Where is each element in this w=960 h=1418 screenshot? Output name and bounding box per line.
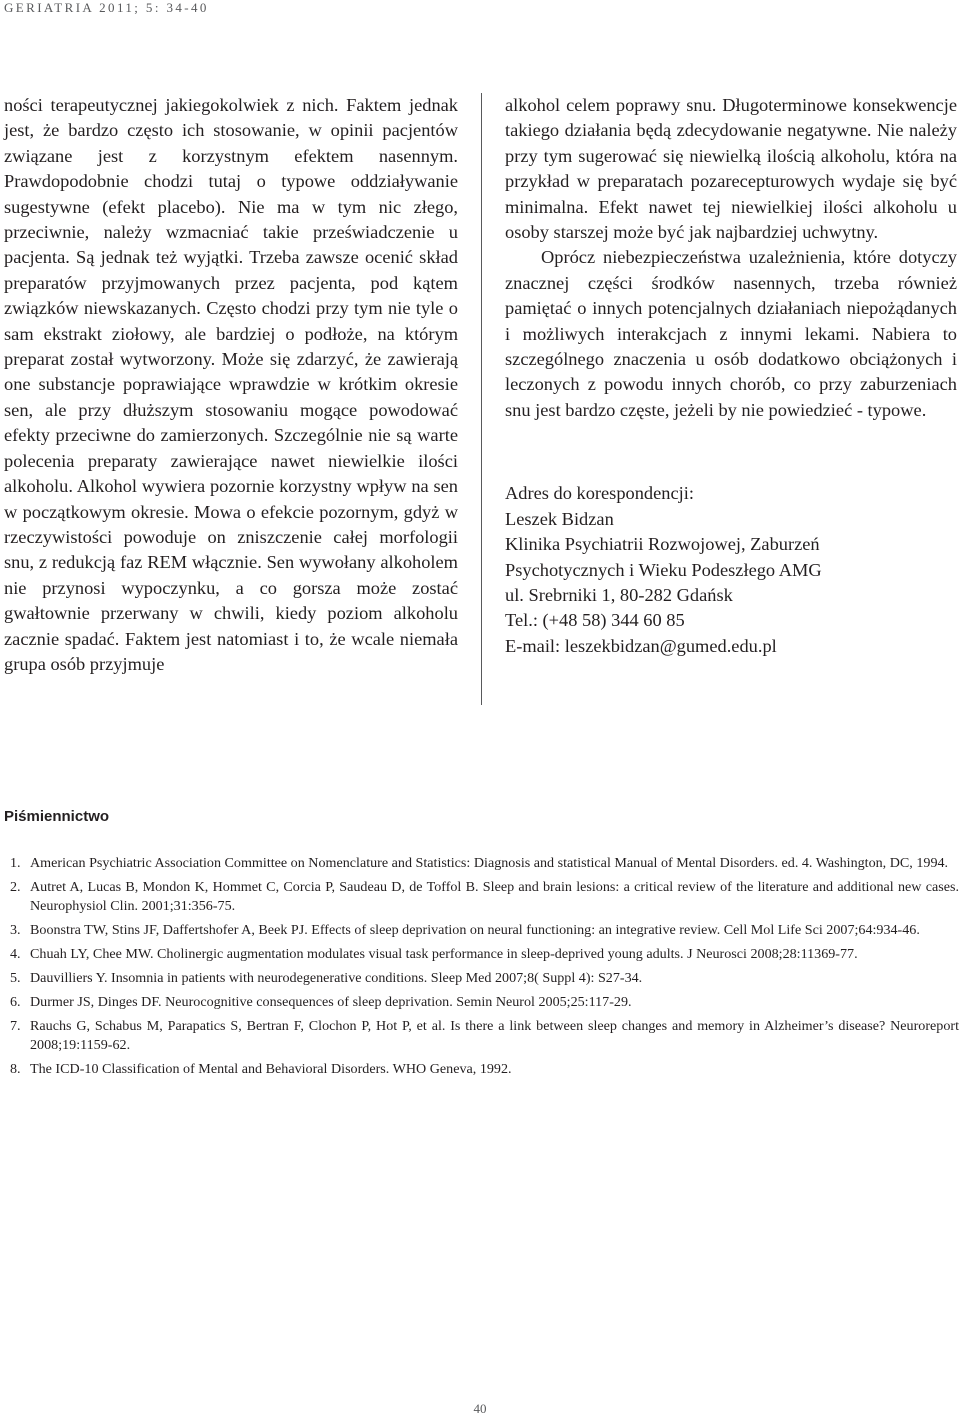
correspondence-heading: Adres do korespondencji: bbox=[505, 483, 694, 504]
reference-text: Dauvilliers Y. Insomnia in patients with neurodegenerative conditions. Sleep Med 2007;8( Suppl 4): S27-34. bbox=[30, 970, 643, 987]
reference-item bbox=[4, 1060, 959, 1079]
reference-number: 7. bbox=[10, 1017, 21, 1034]
reference-item bbox=[4, 969, 959, 988]
column-divider bbox=[481, 93, 482, 705]
running-head: GERIATRIA 2011; 5: 34-40 bbox=[4, 0, 209, 15]
reference-text: Rauchs G, Schabus M, Parapatics S, Bertran F, Clochon P, Hot P, et al. Is there a link between sleep changes and memory in Alzheimer’s disease? Neuroreport 2008;19:1159-62. bbox=[30, 1017, 959, 1054]
reference-number: 6. bbox=[10, 993, 21, 1010]
reference-text: Boonstra TW, Stins JF, Daffertshofer A, Beek PJ. Effects of sleep deprivation on neural functioning: an integrative review. Cell Mol Life Sci 2007;64:934-46. bbox=[30, 922, 920, 939]
left-column bbox=[4, 93, 458, 677]
reference-number: 1. bbox=[10, 855, 21, 871]
reference-number: 2. bbox=[10, 878, 21, 895]
body-paragraph: ności terapeutycznej jakiegokolwiek z nich. Faktem jednak jest, że bardzo często ich stosowanie, w opinii pacjentów związane jest z korzystnym efektem nasennym. Prawdopodobnie chodzi tutaj o typowe oddziaływanie sugestywne (efekt placebo). Nie ma w tym nic złego, przeciwnie, należy wzmacniać takie przeświadczenie u pacjenta. Są jednak też wyjątki. Trzeba zawsze ocenić skład preparatów przyjmowanych przez pacjenta, pod kątem związków niewskazanych. Często chodzi przy tym nie tyle o sam ekstrakt ziołowy, ale bardziej o podłoże, na którym preparat został wytworzony. Może się zdarzyć, że zawierają one substancje poprawiające wprawdzie w krótkim okresie sen, ale przy dłuższym stosowaniu mogące powodować efekty przeciwne do zamierzonych. Szczególnie nie są warte polecenia preparaty zawierające nawet niewielkie ilości alkoholu. Alkohol wywiera pozornie korzystny wpływ na sen w początkowym okresie. Mowa o efekcie pozornym, gdyż w rzeczywistości powoduje on zniszczenie całej morfologii snu, z redukcją faz REM włącznie. Sen wywołany alkoholem nie przynosi wypoczynku, a co gorsza może zostać gwałtownie przerwany w chwili, kiedy poziom alkoholu zacznie spadać. Faktem jest natomiast i to, że wcale niemała grupa osób przyjmuje bbox=[4, 95, 458, 674]
page-number: 40 bbox=[473, 1401, 487, 1416]
institution-line: Psychotycznych i Wieku Podeszłego AMG bbox=[505, 559, 822, 580]
body-paragraph: Oprócz niebezpieczeństwa uzależnienia, które dotyczy znacznej części środków nasennych, trzeba również pamiętać o innych potencjalnych działaniach niepożądanych i możliwych interakcjach z innymi lekami. Nabiera to szczególnego znaczenia u osób dodatkowo obciążonych i leczonych z powodu innych chorób, co przy zaburzeniach snu jest bardzo częste, jeżeli by nie powiedzieć - typowe. bbox=[505, 247, 957, 420]
reference-text: Durmer JS, Dinges DF. Neurocognitive consequences of sleep deprivation. Semin Neurol 2005;25:117-29. bbox=[30, 993, 632, 1010]
references-list bbox=[4, 854, 959, 1084]
reference-number: 3. bbox=[10, 922, 21, 939]
institution-line: Klinika Psychiatrii Rozwojowej, Zaburzeń bbox=[505, 534, 820, 555]
author-name: Leszek Bidzan bbox=[505, 508, 614, 529]
reference-item bbox=[4, 854, 959, 873]
street-address: ul. Srebrniki 1, 80-282 Gdańsk bbox=[505, 584, 733, 605]
reference-number: 8. bbox=[10, 1061, 21, 1078]
reference-number: 4. bbox=[10, 946, 21, 963]
reference-text: The ICD-10 Classification of Mental and Behavioral Disorders. WHO Geneva, 1992. bbox=[30, 1061, 512, 1078]
right-column bbox=[505, 93, 957, 659]
reference-text: American Psychiatric Association Committee on Nomenclature and Statistics: Diagnosis and statistical Manual of Mental Disorders. ed. 4. Washington, DC, 1994. bbox=[30, 855, 949, 871]
reference-number: 5. bbox=[10, 970, 21, 987]
reference-text: Autret A, Lucas B, Mondon K, Hommet C, Corcia P, Saudeau D, de Toffol B. Sleep and brain lesions: a critical review of the literature and additional new cases. Neurophysiol Clin. 2001;31:356-75. bbox=[30, 878, 959, 915]
reference-item bbox=[4, 921, 959, 940]
reference-text: Chuah LY, Chee MW. Cholinergic augmentation modulates visual task performance in sleep-deprived young adults. J Neurosci 2008;28:11369-77. bbox=[30, 946, 858, 963]
body-paragraph: alkohol celem poprawy snu. Długoterminowe konsekwencje takiego działania będą zdecydowanie negatywne. Nie należy przy tym sugerować się niewielką ilością alkoholu, która na przykład w preparatach pozarecepturowych wydaje się być minimalna. Efekt nawet tej niewielkiej ilości alkoholu u osoby starszej może być jak najbardziej uchwytny. bbox=[505, 95, 957, 243]
email-address[interactable]: E-mail: leszekbidzan@gumed.edu.pl bbox=[505, 635, 777, 656]
reference-item bbox=[4, 1017, 959, 1056]
references-heading: Piśmiennictwo bbox=[4, 808, 110, 825]
reference-item bbox=[4, 993, 959, 1012]
reference-item bbox=[4, 945, 959, 964]
reference-item bbox=[4, 878, 959, 917]
phone-number: Tel.: (+48 58) 344 60 85 bbox=[505, 610, 685, 631]
